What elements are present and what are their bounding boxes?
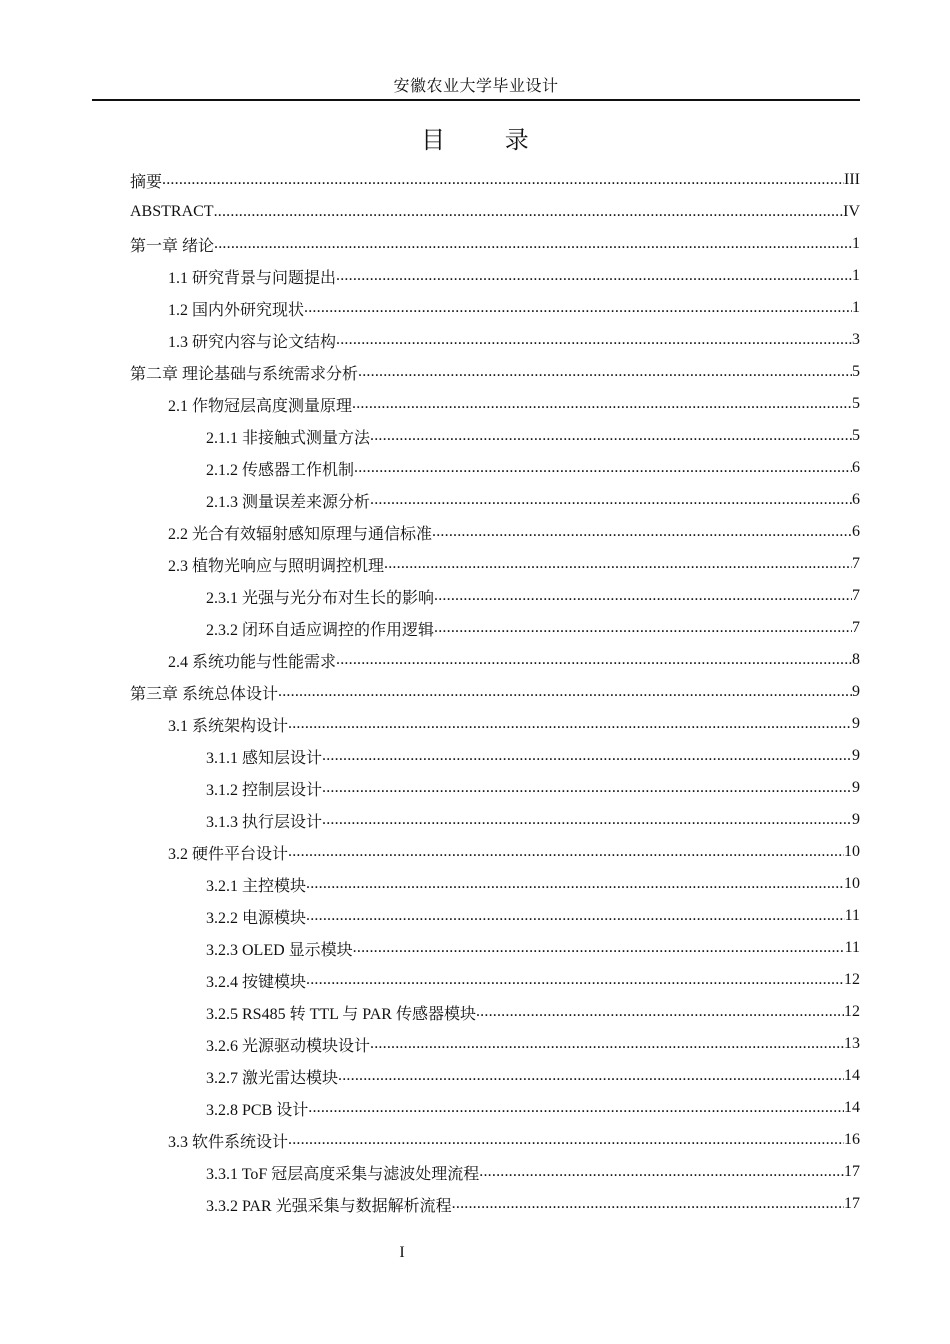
toc-entry-page: 10 — [844, 843, 860, 860]
toc-entry[interactable] — [130, 740, 860, 772]
toc-entry-label: 3.2.8 PCB 设计 — [206, 1101, 309, 1119]
toc-entry[interactable] — [130, 292, 860, 324]
toc-entry-page: 9 — [852, 747, 860, 764]
toc-entry-label: 1.2 国内外研究现状 — [168, 301, 305, 319]
toc-entry[interactable] — [130, 420, 860, 452]
toc-dot-leader — [162, 171, 844, 189]
toc-entry-page: 5 — [852, 363, 860, 380]
toc-entry[interactable] — [130, 676, 860, 708]
toc-entry-page: IV — [843, 203, 860, 220]
toc-entry-page: 13 — [844, 1035, 860, 1052]
toc-entry-page: 1 — [852, 267, 860, 284]
toc-entry-label: 2.1 作物冠层高度测量原理 — [168, 397, 353, 415]
toc-entry[interactable] — [130, 324, 860, 356]
toc-entry-page: 16 — [844, 1131, 860, 1148]
toc-dot-leader — [352, 395, 852, 413]
toc-entry-label: 3.2.7 激光雷达模块 — [206, 1069, 339, 1087]
toc-dot-leader — [353, 939, 845, 957]
toc-dot-leader — [338, 1067, 844, 1085]
toc-dot-leader — [308, 1099, 844, 1117]
toc-entry[interactable] — [130, 196, 860, 228]
toc-entry[interactable] — [130, 1188, 860, 1220]
toc-entry-page: 12 — [844, 971, 860, 988]
toc-entry-label: 3.2.6 光源驱动模块设计 — [206, 1037, 371, 1055]
toc-entry[interactable] — [130, 996, 860, 1028]
toc-dot-leader — [288, 843, 844, 861]
toc-entry-label: 2.3.1 光强与光分布对生长的影响 — [206, 589, 435, 607]
toc-entry-label: 3.1 系统架构设计 — [168, 717, 289, 735]
toc-entry[interactable] — [130, 484, 860, 516]
toc-entry[interactable] — [130, 516, 860, 548]
toc-entry[interactable] — [130, 708, 860, 740]
toc-dot-leader — [370, 1035, 844, 1053]
toc-entry[interactable] — [130, 1156, 860, 1188]
toc-entry-page: 7 — [852, 619, 860, 636]
toc-entry-label: 3.2.1 主控模块 — [206, 877, 307, 895]
toc-entry-label: 3.3.2 PAR 光强采集与数据解析流程 — [206, 1197, 452, 1215]
toc-entry[interactable] — [130, 548, 860, 580]
toc-entry-label: 3.1.3 执行层设计 — [206, 813, 323, 831]
toc-entry-label: 摘要 — [130, 173, 163, 191]
toc-entry[interactable] — [130, 612, 860, 644]
toc-entry-label: 3.2.5 RS485 转 TTL 与 PAR 传感器模块 — [206, 1005, 476, 1023]
toc-entry-label: 第三章 系统总体设计 — [130, 685, 279, 703]
toc-dot-leader — [452, 1195, 844, 1213]
toc-entry-label: 2.3 植物光响应与照明调控机理 — [168, 557, 385, 575]
toc-dot-leader — [479, 1163, 844, 1181]
toc-entry-page: 17 — [844, 1195, 860, 1212]
toc-dot-leader — [278, 683, 852, 701]
toc-dot-leader — [214, 235, 852, 253]
toc-dot-leader — [384, 555, 852, 573]
toc-entry[interactable] — [130, 164, 860, 196]
toc-entry[interactable] — [130, 1124, 860, 1156]
toc-entry[interactable] — [130, 228, 860, 260]
toc-entry-label: 2.3.2 闭环自适应调控的作用逻辑 — [206, 621, 435, 639]
toc-entry-label: 3.2 硬件平台设计 — [168, 845, 289, 863]
toc-entry-page: 6 — [852, 523, 860, 540]
toc-entry-page: 6 — [852, 459, 860, 476]
toc-dot-leader — [322, 811, 852, 829]
toc-entry[interactable] — [130, 804, 860, 836]
toc-dot-leader — [336, 651, 852, 669]
toc-entry[interactable] — [130, 836, 860, 868]
toc-entry-page: 1 — [852, 299, 860, 316]
toc-entry[interactable] — [130, 452, 860, 484]
toc-entry-label: 3.1.2 控制层设计 — [206, 781, 323, 799]
toc-dot-leader — [322, 747, 852, 765]
toc-entry-label: 3.2.2 电源模块 — [206, 909, 307, 927]
toc-entry-page: 9 — [852, 715, 860, 732]
toc-entry-label: 2.1.2 传感器工作机制 — [206, 461, 355, 479]
toc-entry-label: 3.2.4 按键模块 — [206, 973, 307, 991]
toc-entry[interactable] — [130, 388, 860, 420]
toc-dot-leader — [476, 1003, 844, 1021]
toc-entry-page: 11 — [844, 907, 860, 924]
toc-entry-label: 1.1 研究背景与问题提出 — [168, 269, 337, 287]
toc-dot-leader — [306, 907, 845, 925]
toc-dot-leader — [434, 619, 852, 637]
toc-entry[interactable] — [130, 1092, 860, 1124]
toc-dot-leader — [306, 971, 844, 989]
toc-entry[interactable] — [130, 1028, 860, 1060]
toc-entry[interactable] — [130, 1060, 860, 1092]
toc-entry-label: 2.4 系统功能与性能需求 — [168, 653, 337, 671]
toc-dot-leader — [304, 299, 852, 317]
toc-entry-label: 2.1.1 非接触式测量方法 — [206, 429, 371, 447]
toc-entry[interactable] — [130, 900, 860, 932]
toc-entry-page: 7 — [852, 587, 860, 604]
toc-entry-label: 第二章 理论基础与系统需求分析 — [130, 365, 359, 383]
toc-dot-leader — [370, 491, 852, 509]
toc-entry[interactable] — [130, 356, 860, 388]
toc-entry-page: 10 — [844, 875, 860, 892]
toc-dot-leader — [288, 715, 852, 733]
toc-entry-page: 14 — [844, 1067, 860, 1084]
toc-entry-label: 2.2 光合有效辐射感知原理与通信标准 — [168, 525, 433, 543]
page-number: I — [399, 1244, 405, 1261]
toc-entry-page: 9 — [852, 683, 860, 700]
toc-entry-label: 3.3.1 ToF 冠层高度采集与滤波处理流程 — [206, 1165, 480, 1183]
toc-entry-label: ABSTRACT — [130, 203, 214, 220]
toc-dot-leader — [336, 267, 852, 285]
toc-title: 目 录 — [421, 126, 555, 154]
toc-dot-leader — [214, 203, 844, 221]
toc-dot-leader — [322, 779, 852, 797]
toc-entry-page: 5 — [852, 395, 860, 412]
toc-dot-leader — [354, 459, 852, 477]
toc-entry-page: 8 — [852, 651, 860, 668]
toc-entry-label: 3.2.3 OLED 显示模块 — [206, 941, 353, 959]
toc-entry-page: 1 — [852, 235, 860, 252]
toc-entry[interactable] — [130, 964, 860, 996]
toc-entry-label: 3.3 软件系统设计 — [168, 1133, 289, 1151]
toc-entry[interactable] — [130, 260, 860, 292]
toc-entry-label: 2.1.3 测量误差来源分析 — [206, 493, 371, 511]
toc-entry-page: 17 — [844, 1163, 860, 1180]
toc-entry[interactable] — [130, 644, 860, 676]
running-header-title: 安徽农业大学毕业设计 — [393, 76, 559, 95]
toc-entry-page: 12 — [844, 1003, 860, 1020]
toc-entry-page: 5 — [852, 427, 860, 444]
toc-entry[interactable] — [130, 868, 860, 900]
toc-entry-label: 3.1.1 感知层设计 — [206, 749, 323, 767]
toc-entry-label: 第一章 绪论 — [130, 237, 215, 255]
toc-dot-leader — [336, 331, 852, 349]
toc-entry-label: 1.3 研究内容与论文结构 — [168, 333, 337, 351]
toc-dot-leader — [432, 523, 852, 541]
header-rule — [92, 99, 860, 101]
toc-dot-leader — [288, 1131, 844, 1149]
toc-dot-leader — [358, 363, 852, 381]
toc-entry-page: 7 — [852, 555, 860, 572]
toc-entry-page: III — [844, 171, 860, 188]
toc-entry-page: 9 — [852, 779, 860, 796]
toc-entry-page: 9 — [852, 811, 860, 828]
toc-entry-page: 3 — [852, 331, 860, 348]
toc-entry[interactable] — [130, 932, 860, 964]
toc-dot-leader — [434, 587, 852, 605]
toc-dot-leader — [370, 427, 852, 445]
table-of-contents — [130, 164, 860, 1220]
toc-entry[interactable] — [130, 580, 860, 612]
toc-entry-page: 14 — [844, 1099, 860, 1116]
toc-dot-leader — [306, 875, 844, 893]
toc-entry-page: 6 — [852, 491, 860, 508]
toc-entry-page: 11 — [844, 939, 860, 956]
toc-entry[interactable] — [130, 772, 860, 804]
